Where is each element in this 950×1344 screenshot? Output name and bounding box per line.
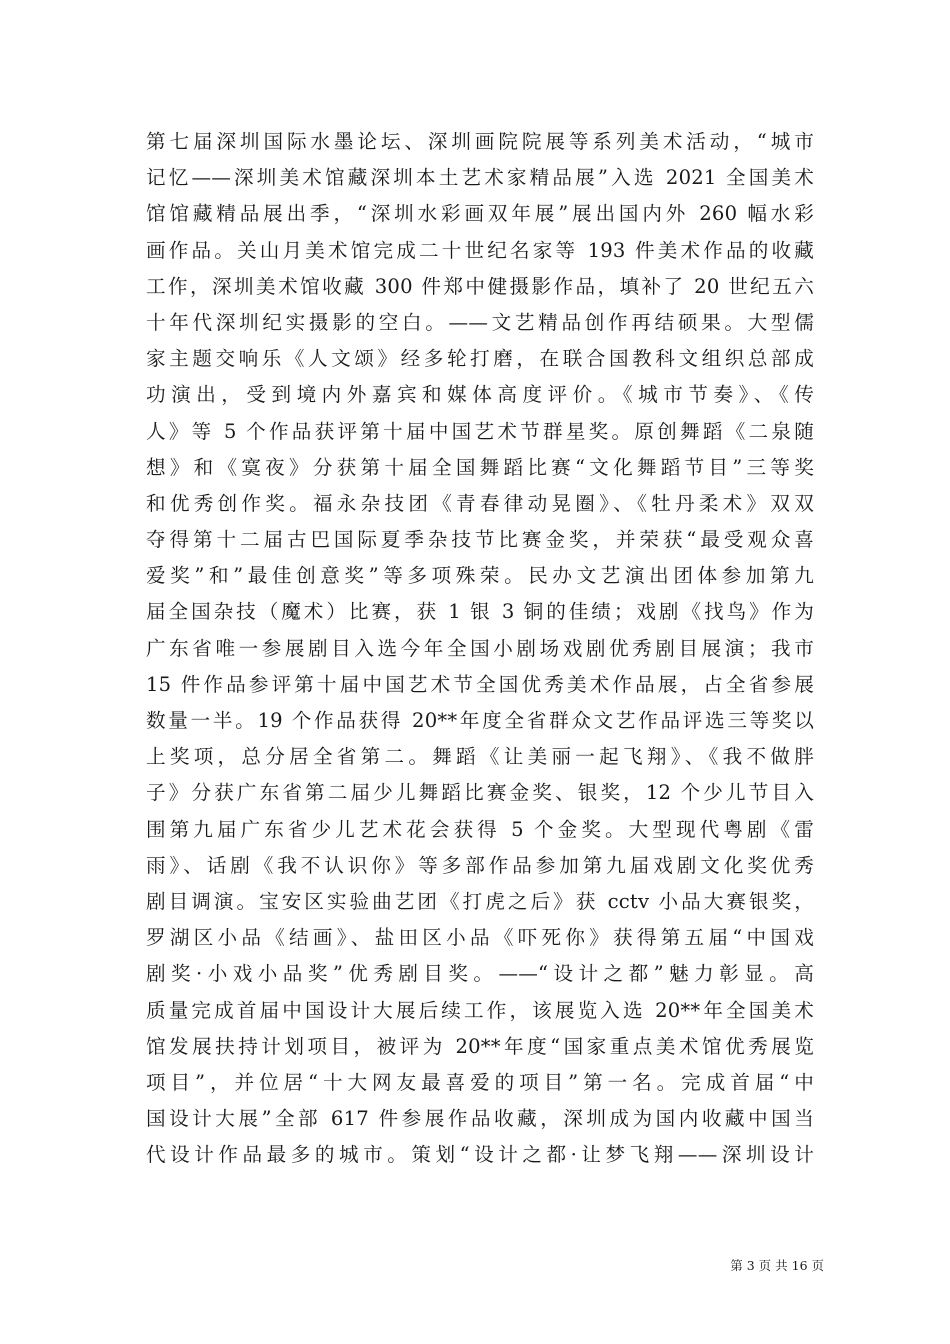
- body-text: [146, 124, 814, 1173]
- text-line: 夺得第十二届古巴国际夏季杂技节比赛金奖，并荣获“最受观众喜: [146, 528, 814, 552]
- text-line: 和优秀创作奖。福永杂技团《青春律动晃圈》、《牡丹柔术》双双: [146, 491, 814, 515]
- text-line: 家主题交响乐《人文颂》经多轮打磨，在联合国教科文组织总部成: [146, 347, 814, 371]
- text-line: 上奖项，总分居全省第二。舞蹈《让美丽一起飞翔》、《我不做胖: [146, 745, 814, 769]
- text-line: 功演出，受到境内外嘉宾和媒体高度评价。《城市节奏》、《传: [146, 383, 814, 407]
- text-line: 质量完成首届中国设计大展后续工作，该展览入选 20**年全国美术: [146, 998, 814, 1022]
- text-line: 画作品。关山月美术馆完成二十世纪名家等 193 件美术作品的收藏: [146, 238, 814, 262]
- text-line: 馆馆藏精品展出季，“深圳水彩画双年展”展出国内外 260 幅水彩: [146, 202, 814, 226]
- text-line: 馆发展扶持计划项目，被评为 20**年度“国家重点美术馆优秀展览: [146, 1034, 814, 1058]
- text-line: 15 件作品参评第十届中国艺术节全国优秀美术作品展，占全省参展: [146, 672, 814, 696]
- text-line: 雨》、话剧《我不认识你》等多部作品参加第九届戏剧文化奖优秀: [146, 853, 814, 877]
- text-line: 爱奖”和”最佳创意奖”等多项殊荣。民办文艺演出团体参加第九: [146, 564, 814, 588]
- text-line: 国设计大展”全部 617 件参展作品收藏，深圳成为国内收藏中国当: [146, 1107, 814, 1131]
- text-line: 届全国杂技（魔术）比赛，获 1 银 3 铜的佳绩；戏剧《找鸟》作为: [146, 600, 814, 624]
- text-line: 围第九届广东省少儿艺术花会获得 5 个金奖。大型现代粤剧《雷: [146, 817, 814, 841]
- text-line: 剧目调演。宝安区实验曲艺团《打虎之后》获 cctv 小品大赛银奖，: [146, 889, 814, 913]
- text-line: 十年代深圳纪实摄影的空白。——文艺精品创作再结硕果。大型儒: [146, 310, 814, 334]
- text-line: 广东省唯一参展剧目入选今年全国小剧场戏剧优秀剧目展演；我市: [146, 636, 814, 660]
- text-line: 数量一半。19 个作品获得 20**年度全省群众文艺作品评选三等奖以: [146, 709, 814, 732]
- text-line: 项目”，并位居“十大网友最喜爱的项目”第一名。完成首届“中: [146, 1070, 814, 1094]
- text-line: 工作，深圳美术馆收藏 300 件郑中健摄影作品，填补了 20 世纪五六: [146, 274, 814, 298]
- text-line: 罗湖区小品《结画》、盐田区小品《吓死你》获得第五届“中国戏: [146, 926, 814, 950]
- text-line: 代设计作品最多的城市。策划“设计之都·让梦飞翔——深圳设计: [146, 1143, 814, 1167]
- text-line: 想》和《寞夜》分获第十届全国舞蹈比赛“文化舞蹈节目”三等奖: [146, 455, 814, 479]
- text-line: 记忆——深圳美术馆藏深圳本土艺术家精品展”入选 2021 全国美术: [146, 166, 814, 190]
- text-line: 人》等 5 个作品获评第十届中国艺术节群星奖。原创舞蹈《二泉随: [146, 419, 814, 443]
- text-line: 剧奖·小戏小品奖”优秀剧目奖。——“设计之都”魅力彰显。高: [146, 962, 814, 986]
- text-line: 第七届深圳国际水墨论坛、深圳画院院展等系列美术活动，“城市: [146, 130, 814, 153]
- text-line: 子》分获广东省第二届少儿舞蹈比赛金奖、银奖，12 个少儿节目入: [146, 781, 814, 805]
- page-number-footer: 第 3 页 共 16 页: [730, 1258, 824, 1273]
